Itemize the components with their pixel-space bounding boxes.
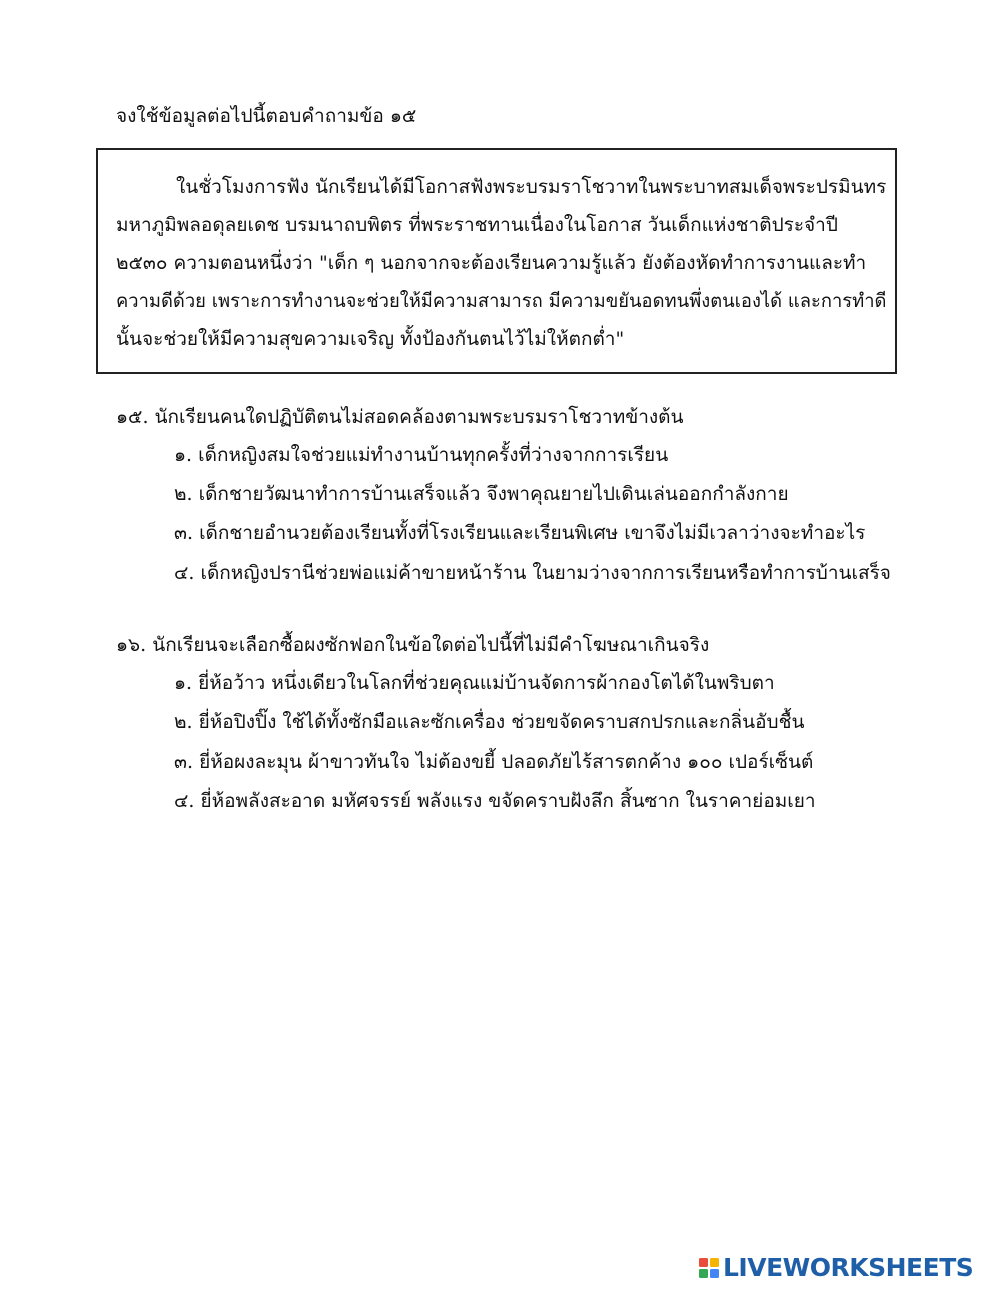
passage-box xyxy=(96,148,897,374)
instruction: จงใช้ข้อมูลต่อไปนี้ตอบคำถามข้อ ๑๕ xyxy=(116,105,417,127)
passage-line: ๒๕๓๐ ความตอนหนึ่งว่า "เด็ก ๆ นอกจากจะต้องเรียนความรู้แล้ว ยังต้องหัดทำการงานและทำ xyxy=(116,252,867,274)
answer-option[interactable]: ๓. เด็กชายอำนวยต้องเรียนทั้งที่โรงเรียนและเรียนพิเศษ เขาจึงไม่มีเวลาว่างจะทำอะไร xyxy=(174,522,866,544)
passage-line: ในชั่วโมงการฟัง นักเรียนได้มีโอกาสฟังพระบรมราโชวาทในพระบาทสมเด็จพระปรมินทร xyxy=(176,176,887,198)
liveworksheets-logo-text: LIVEWORKSHEETS xyxy=(723,1253,974,1282)
answer-option[interactable]: ๑. ยี่ห้อว้าว หนึ่งเดียวในโลกที่ช่วยคุณแม่บ้านจัดการผ้ากองโตได้ในพริบตา xyxy=(174,672,775,694)
passage-line: นั้นจะช่วยให้มีความสุขความเจริญ ทั้งป้องกันตนไว้ไม่ให้ตกต่ำ" xyxy=(116,328,625,350)
answer-option[interactable]: ๔. ยี่ห้อพลังสะอาด มหัศจรรย์ พลังแรง ขจัดคราบฝังลึก สิ้นซาก ในราคาย่อมเยา xyxy=(174,790,816,812)
answer-option[interactable]: ๒. เด็กชายวัฒนาทำการบ้านเสร็จแล้ว จึงพาคุณยายไปเดินเล่นออกกำลังกาย xyxy=(174,483,789,505)
answer-option[interactable]: ๔. เด็กหญิงปรานีช่วยพ่อแม่ค้าขายหน้าร้าน ในยามว่างจากการเรียนหรือทำการบ้านเสร็จ xyxy=(174,562,891,584)
question-text: ๑๖. นักเรียนจะเลือกซื้อผงซักฟอกในข้อใดต่อไปนี้ที่ไม่มีคำโฆษณาเกินจริง xyxy=(116,634,710,656)
question-text: ๑๕. นักเรียนคนใดปฏิบัติตนไม่สอดคล้องตามพระบรมราโชวาทข้างต้น xyxy=(116,406,684,428)
answer-option[interactable]: ๒. ยี่ห้อปิงปิ๊ง ใช้ได้ทั้งซักมือและซักเครื่อง ช่วยขจัดคราบสกปรกและกลิ่นอับชื้น xyxy=(174,711,805,733)
passage-line: ความดีด้วย เพราะการทำงานจะช่วยให้มีความสามารถ มีความขยันอดทนพึ่งตนเองได้ และการทำดี xyxy=(116,290,887,312)
liveworksheets-logo[interactable] xyxy=(698,1254,973,1282)
passage-line: มหาภูมิพลอดุลยเดช บรมนาถบพิตร ที่พระราชทานเนื่องในโอกาส วันเด็กแห่งชาติประจำปี xyxy=(116,214,838,236)
answer-option[interactable]: ๑. เด็กหญิงสมใจช่วยแม่ทำงานบ้านทุกครั้งที่ว่างจากการเรียน xyxy=(174,444,669,466)
answer-option[interactable]: ๓. ยี่ห้อผงละมุน ผ้าขาวทันใจ ไม่ต้องขยี้ ปลอดภัยไร้สารตกค้าง ๑๐๐ เปอร์เซ็นต์ xyxy=(174,751,814,773)
liveworksheets-logo-icon xyxy=(698,1257,720,1279)
